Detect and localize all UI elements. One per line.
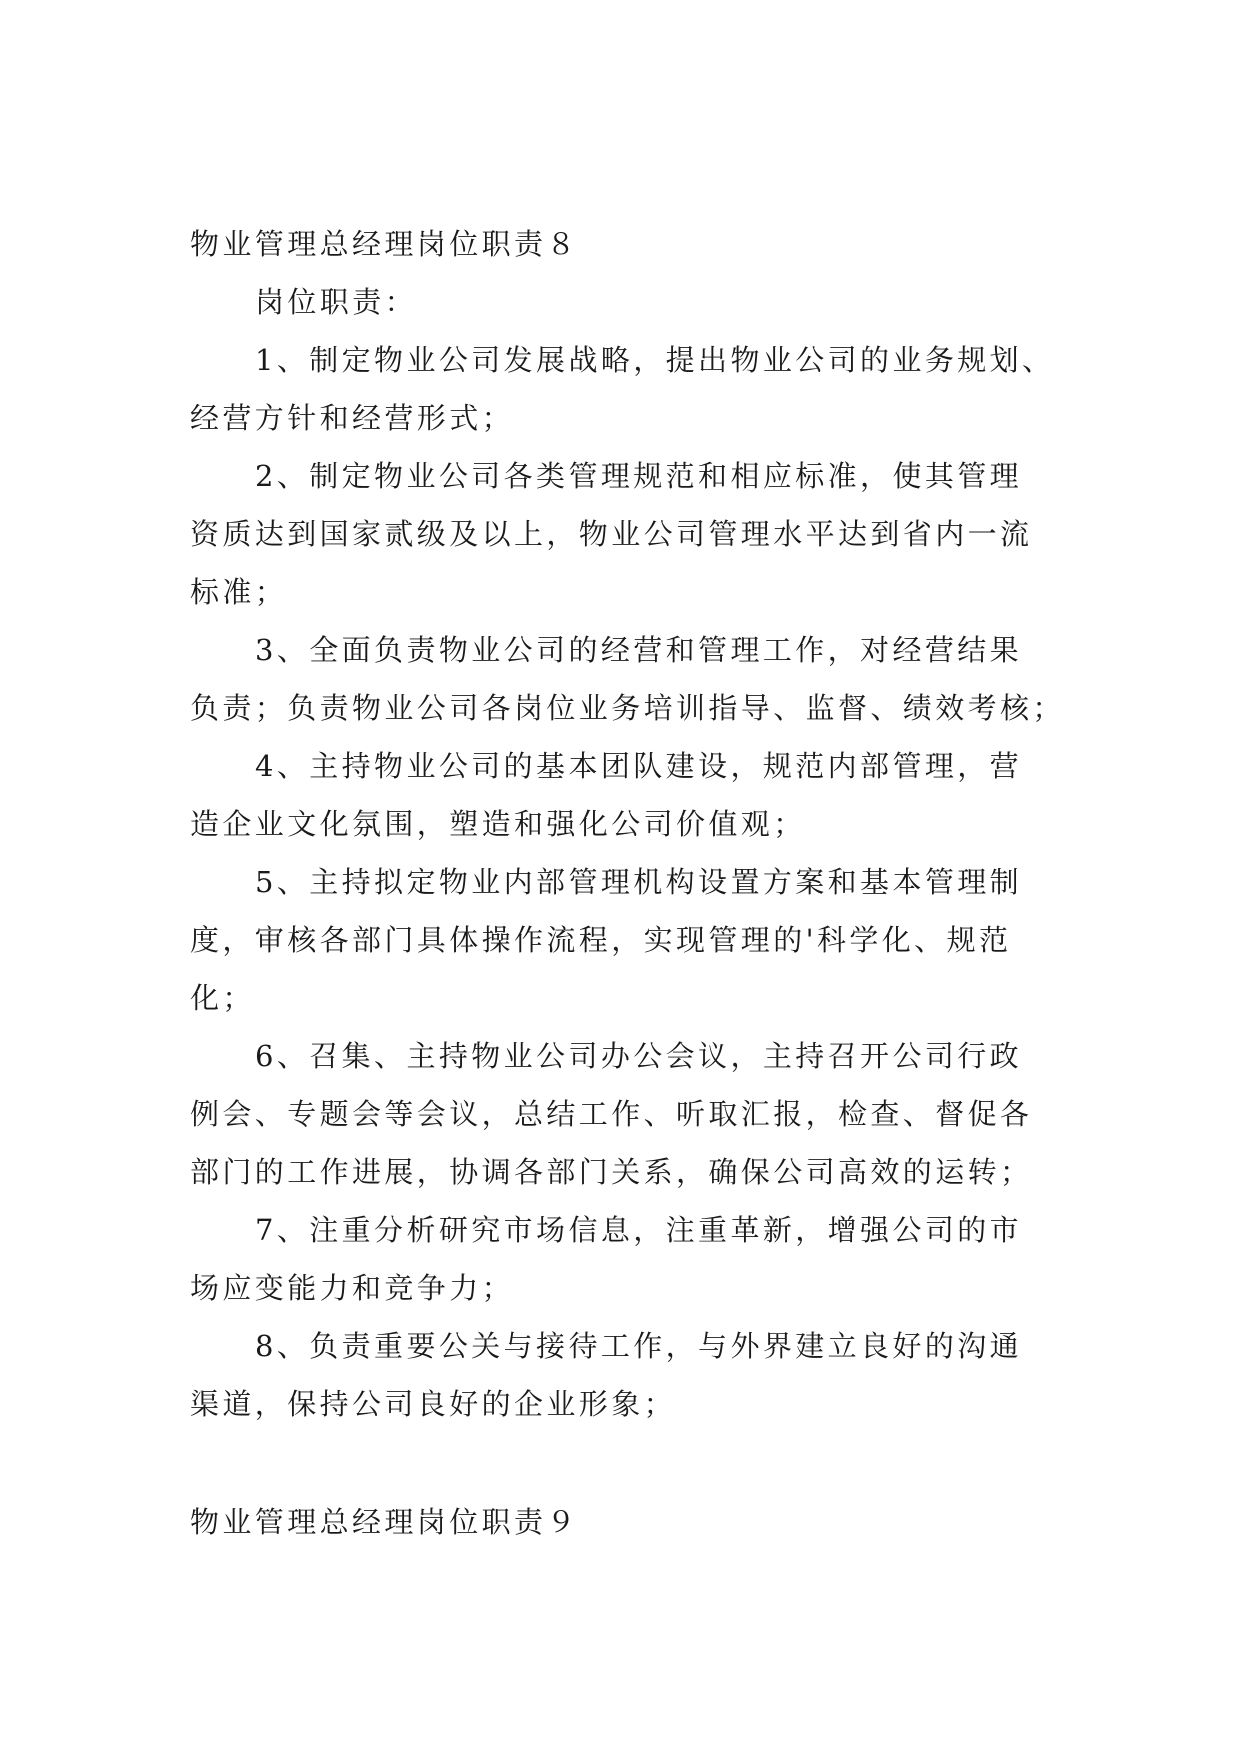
paragraph-line: 部门的工作进展，协调各部门关系，确保公司高效的运转；	[190, 1155, 1033, 1189]
paragraph-line: 度，审核各部门具体操作流程，实现管理的'科学化、规范	[190, 923, 1012, 957]
paragraph-line: 负责；负责物业公司各岗位业务培训指导、监督、绩效考核；	[190, 691, 1065, 725]
section-9-title: 物业管理总经理岗位职责９	[190, 1505, 579, 1539]
paragraph-line: 5、主持拟定物业内部管理机构设置方案和基本管理制	[255, 865, 1023, 899]
paragraph-line: 7、注重分析研究市场信息，注重革新，增强公司的市	[255, 1213, 1023, 1247]
paragraph-line: 8、负责重要公关与接待工作，与外界建立良好的沟通	[255, 1329, 1023, 1363]
paragraph-line: 造企业文化氛围，塑造和强化公司价值观；	[190, 807, 806, 841]
paragraph-line: 例会、专题会等会议，总结工作、听取汇报，检查、督促各	[190, 1097, 1033, 1131]
paragraph-line: 标准；	[190, 575, 288, 609]
paragraph-line: 化；	[190, 981, 255, 1015]
section-8-title: 物业管理总经理岗位职责８	[190, 227, 579, 261]
paragraph-line: 场应变能力和竞争力；	[190, 1271, 515, 1305]
paragraph-line: 经营方针和经营形式；	[190, 401, 515, 435]
paragraph-line: 1、制定物业公司发展战略，提出物业公司的业务规划、	[255, 343, 1055, 377]
paragraph-line: 4、主持物业公司的基本团队建设，规范内部管理，营	[255, 749, 1023, 783]
paragraph-line: 资质达到国家贰级及以上，物业公司管理水平达到省内一流	[190, 517, 1033, 551]
paragraph-line: 3、全面负责物业公司的经营和管理工作，对经营结果	[255, 633, 1023, 667]
paragraph-line: 6、召集、主持物业公司办公会议，主持召开公司行政	[255, 1039, 1023, 1073]
paragraph-line: 渠道，保持公司良好的企业形象；	[190, 1387, 677, 1421]
paragraph-line: 2、制定物业公司各类管理规范和相应标准，使其管理	[255, 459, 1023, 493]
section-8-subtitle: 岗位职责：	[255, 285, 418, 319]
